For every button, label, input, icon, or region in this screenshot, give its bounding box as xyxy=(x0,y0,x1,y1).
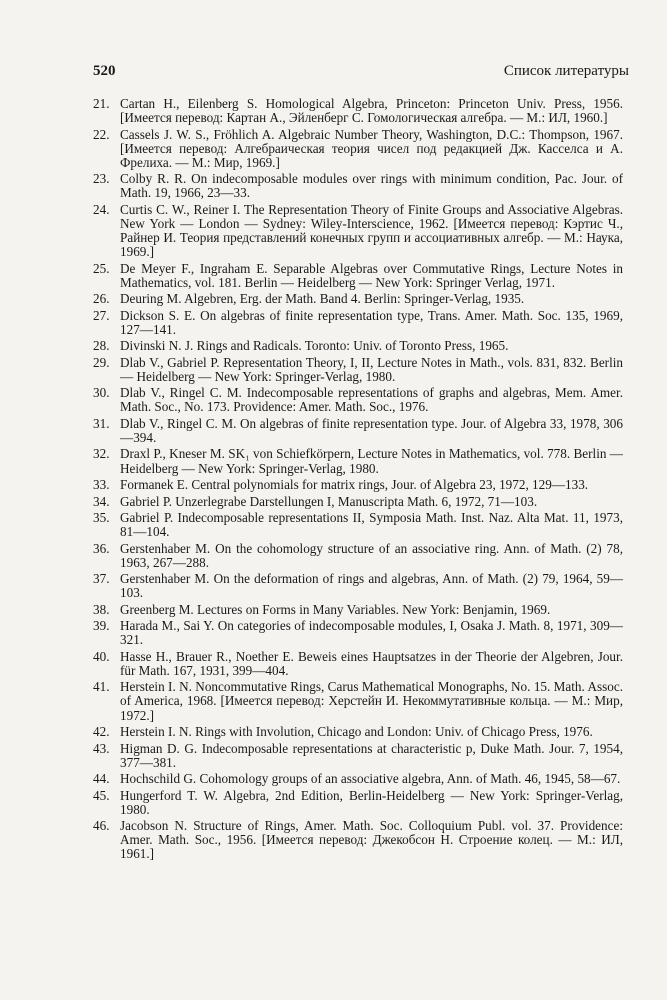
reference-number: 22. xyxy=(93,126,110,142)
reference-list xyxy=(93,97,623,864)
reference-number: 43. xyxy=(93,740,110,756)
reference-text: Cassels J. W. S., Fröhlich A. Algebraic Number Theory, Washington, D.C.: Thompson, 1967. [Имеется перевод: Алгебраическая теория чисел под редакцией Дж. Касселса и А. Фрелиха. — М.: Мир, 1969.] xyxy=(120,126,623,170)
reference-number: 36. xyxy=(93,540,110,556)
reference-text: Herstein I. N. Noncommutative Rings, Carus Mathematical Monographs, No. 15. Math. Assoc. of America, 1968. [Имеется перевод: Херстейн И. Некоммутативные кольца. — М.: Мир, 1972.] xyxy=(120,679,623,723)
reference-item xyxy=(93,262,623,290)
reference-text: Gerstenhaber M. On the cohomology structure of an associative ring. Ann. of Math. (2) 78, 1963, 267—288. xyxy=(120,540,623,570)
reference-number: 34. xyxy=(93,493,110,509)
reference-number: 30. xyxy=(93,385,110,401)
reference-text: Harada M., Sai Y. On categories of indecomposable modules, I, Osaka J. Math. 8, 1971, 309—321. xyxy=(120,618,623,648)
reference-text: Curtis C. W., Reiner I. The Representation Theory of Finite Groups and Associative Algebras. New York — London — Sydney: Wiley-Interscience, 1962. [Имеется перевод: Кэртис Ч., Райнер И. Теория представлений конечных групп и ассоциативных алгебр. — М.: Наука, 1969.] xyxy=(120,201,623,260)
reference-number: 31. xyxy=(93,415,110,431)
reference-text: Draxl P., Kneser M. SK₁ von Schiefkörpern, Lecture Notes in Mathematics, vol. 778. Berlin — Heidelberg — New York: Springer-Verlag, 1980. xyxy=(120,446,623,476)
reference-item xyxy=(93,309,623,337)
reference-item xyxy=(93,772,623,786)
reference-text: Divinski N. J. Rings and Radicals. Toronto: Univ. of Toronto Press, 1965. xyxy=(120,338,509,354)
reference-item xyxy=(93,619,623,647)
reference-number: 25. xyxy=(93,260,110,276)
reference-item xyxy=(93,511,623,539)
reference-text: Dlab V., Ringel C. M. On algebras of finite representation type. Jour. of Algebra 33, 1978, 306—394. xyxy=(120,415,623,445)
reference-number: 21. xyxy=(93,96,110,111)
reference-item xyxy=(93,478,623,492)
reference-item xyxy=(93,172,623,200)
reference-item xyxy=(93,203,623,259)
reference-number: 32. xyxy=(93,446,110,462)
reference-number: 27. xyxy=(93,307,110,323)
reference-item xyxy=(93,128,623,170)
reference-item xyxy=(93,447,623,475)
reference-number: 45. xyxy=(93,787,110,803)
reference-number: 39. xyxy=(93,618,110,634)
reference-text: De Meyer F., Ingraham E. Separable Algebras over Commutative Rings, Lecture Notes in Mathematics, vol. 181. Berlin — Heidelberg — New York: Springer Verlag, 1971. xyxy=(120,260,623,290)
reference-item xyxy=(93,356,623,384)
reference-number: 24. xyxy=(93,201,110,217)
reference-text: Deuring M. Algebren, Erg. der Math. Band 4. Berlin: Springer-Verlag, 1935. xyxy=(120,291,525,307)
page-header xyxy=(93,63,629,87)
reference-item xyxy=(93,789,623,817)
reference-item xyxy=(93,292,623,306)
reference-number: 41. xyxy=(93,679,110,695)
reference-number: 42. xyxy=(93,724,110,740)
reference-text: Gerstenhaber M. On the deformation of rings and algebras, Ann. of Math. (2) 79, 1964, 59—103. xyxy=(120,571,623,601)
reference-item xyxy=(93,572,623,600)
reference-item xyxy=(93,339,623,353)
reference-item xyxy=(93,603,623,617)
reference-text: Hungerford T. W. Algebra, 2nd Edition, Berlin-Heidelberg — New York: Springer-Verlag, 1980. xyxy=(120,787,623,817)
reference-item xyxy=(93,495,623,509)
reference-number: 26. xyxy=(93,291,110,307)
reference-number: 28. xyxy=(93,338,110,354)
reference-text: Gabriel P. Indecomposable representations II, Symposia Math. Inst. Naz. Alta Mat. 11, 1973, 81—104. xyxy=(120,510,623,540)
reference-item xyxy=(93,680,623,722)
reference-item xyxy=(93,725,623,739)
reference-item xyxy=(93,650,623,678)
reference-number: 38. xyxy=(93,601,110,617)
reference-text: Dlab V., Ringel C. M. Indecomposable representations of graphs and algebras, Mem. Amer. Math. Soc., No. 173. Providence: Amer. Math. Soc., 1976. xyxy=(120,385,623,415)
reference-text: Gabriel P. Unzerlegrabe Darstellungen I, Manuscripta Math. 6, 1972, 71—103. xyxy=(120,493,538,509)
reference-item xyxy=(93,819,623,861)
reference-number: 33. xyxy=(93,477,110,493)
reference-item xyxy=(93,97,623,125)
reference-text: Dickson S. E. On algebras of finite representation type, Trans. Amer. Math. Soc. 135, 1969, 127—141. xyxy=(120,307,623,337)
reference-text: Cartan H., Eilenberg S. Homological Algebra, Princeton: Princeton Univ. Press, 1956. [Имеется перевод: Картан А., Эйленберг С. Гомологическая алгебра. — М.: ИЛ, 1960.] xyxy=(120,96,623,126)
reference-text: Hochschild G. Cohomology groups of an associative algebra, Ann. of Math. 46, 1945, 58—67. xyxy=(120,771,621,787)
reference-text: Jacobson N. Structure of Rings, Amer. Math. Soc. Colloquium Publ. vol. 37. Providence: Amer. Math. Soc., 1956. [Имеется перевод: Джекобсон Н. Строение колец. — М.: ИЛ, 1961.] xyxy=(120,818,623,862)
reference-text: Dlab V., Gabriel P. Representation Theory, I, II, Lecture Notes in Math., vols. 831, 832. Berlin — Heidelberg — New York: Springer-Verlag, 1980. xyxy=(120,354,623,384)
reference-item xyxy=(93,386,623,414)
running-title: Список литературы xyxy=(503,63,629,79)
reference-text: Hasse H., Brauer R., Noether E. Beweis eines Hauptsatzes in der Theorie der Algebren, Jour. für Math. 167, 1931, 399—404. xyxy=(120,648,623,678)
reference-number: 46. xyxy=(93,818,110,834)
reference-number: 35. xyxy=(93,510,110,525)
reference-number: 37. xyxy=(93,571,110,587)
reference-text: Colby R. R. On indecomposable modules over rings with minimum condition, Pac. Jour. of Math. 19, 1966, 23—33. xyxy=(120,171,623,201)
reference-number: 29. xyxy=(93,354,110,370)
reference-number: 44. xyxy=(93,771,110,787)
reference-text: Formanek E. Central polynomials for matrix rings, Jour. of Algebra 23, 1972, 129—133. xyxy=(120,477,589,493)
reference-item xyxy=(93,417,623,445)
reference-text: Herstein I. N. Rings with Involution, Chicago and London: Univ. of Chicago Press, 1976. xyxy=(120,724,593,740)
reference-number: 23. xyxy=(93,171,110,187)
reference-text: Greenberg M. Lectures on Forms in Many Variables. New York: Benjamin, 1969. xyxy=(120,601,551,617)
reference-number: 40. xyxy=(93,648,110,664)
page-number: 520 xyxy=(93,63,116,79)
reference-item xyxy=(93,742,623,770)
reference-text: Higman D. G. Indecomposable representations at characteristic p, Duke Math. Jour. 7, 1954, 377—381. xyxy=(120,740,623,770)
reference-item xyxy=(93,542,623,570)
